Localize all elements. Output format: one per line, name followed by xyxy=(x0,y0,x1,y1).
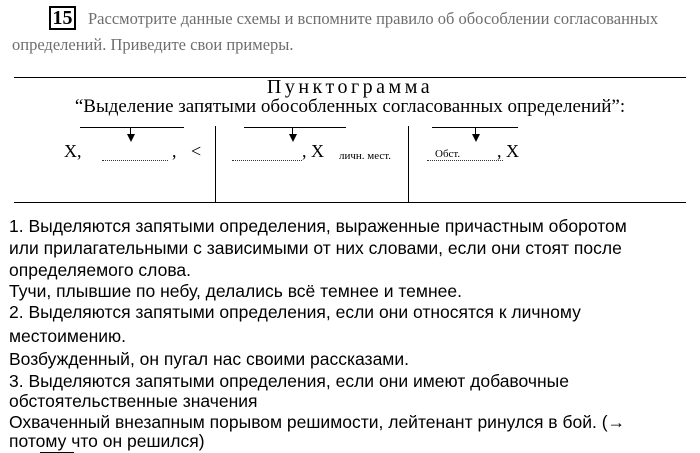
schema-2-comma-x: , X xyxy=(302,141,324,161)
schema-1-arrow-line xyxy=(80,127,184,128)
example-line: Тучи, плывшие по небу, делались всё темнее и темнее. xyxy=(9,281,462,301)
schema-1-lt: < xyxy=(191,141,202,161)
rule-line: или прилагательными с зависимыми от них словами, если они стоят после xyxy=(9,238,622,258)
punktogram-subtitle: “Выделение запятыми обособленных согласованных определений”: xyxy=(74,96,626,117)
rule-line: обстоятельственные значения xyxy=(9,391,258,411)
schema-1-arrow-head xyxy=(127,134,135,142)
schema-1-x: X, xyxy=(64,141,82,161)
rule-line: 2. Выделяются запятыми определения, если они относятся к личному xyxy=(9,302,581,322)
bottom-divider xyxy=(14,202,686,203)
rule-line: 3. Выделяются запятыми определения, если они имеют добавочные xyxy=(9,371,569,391)
schema-2-arrow-line xyxy=(244,127,346,128)
task-text-line-1: Рассмотрите данные схемы и вспомните правило об обособлении согласованных xyxy=(88,9,659,28)
punktogram-title: Пунктограмма xyxy=(266,76,434,98)
schema-1-definition-dots xyxy=(102,160,168,161)
task-text-line-2: определений. Приведите свои примеры. xyxy=(12,35,294,54)
schema-2-pronoun-note: личн. мест. xyxy=(339,150,392,162)
rule-line: 1. Выделяются запятыми определения, выраженные причастным оборотом xyxy=(9,216,627,236)
schema-divider-2 xyxy=(408,126,409,202)
schema-3-definition-dots xyxy=(427,160,503,161)
schema-divider-1 xyxy=(215,126,216,202)
schema-2-definition-dots xyxy=(232,160,302,161)
rule-line: местоимению. xyxy=(9,326,127,346)
example-line: Охваченный внезапным порывом решимости, лейтенант ринулся в бой. (→ xyxy=(9,412,626,432)
schema-1-comma: , xyxy=(172,141,177,161)
example-line: Возбужденный, он пугал нас своими рассказами. xyxy=(9,349,409,369)
schema-3-circumstance-label: Обст. xyxy=(435,148,461,160)
schema-3-comma-x: , X xyxy=(497,141,519,161)
task-number-badge: 15 xyxy=(49,6,76,30)
example-line: потому что он решился) xyxy=(9,431,205,451)
schema-3-arrow-head xyxy=(472,134,480,142)
schema-2-arrow-head xyxy=(289,134,297,142)
rule-line: определяемого слова. xyxy=(9,260,192,280)
